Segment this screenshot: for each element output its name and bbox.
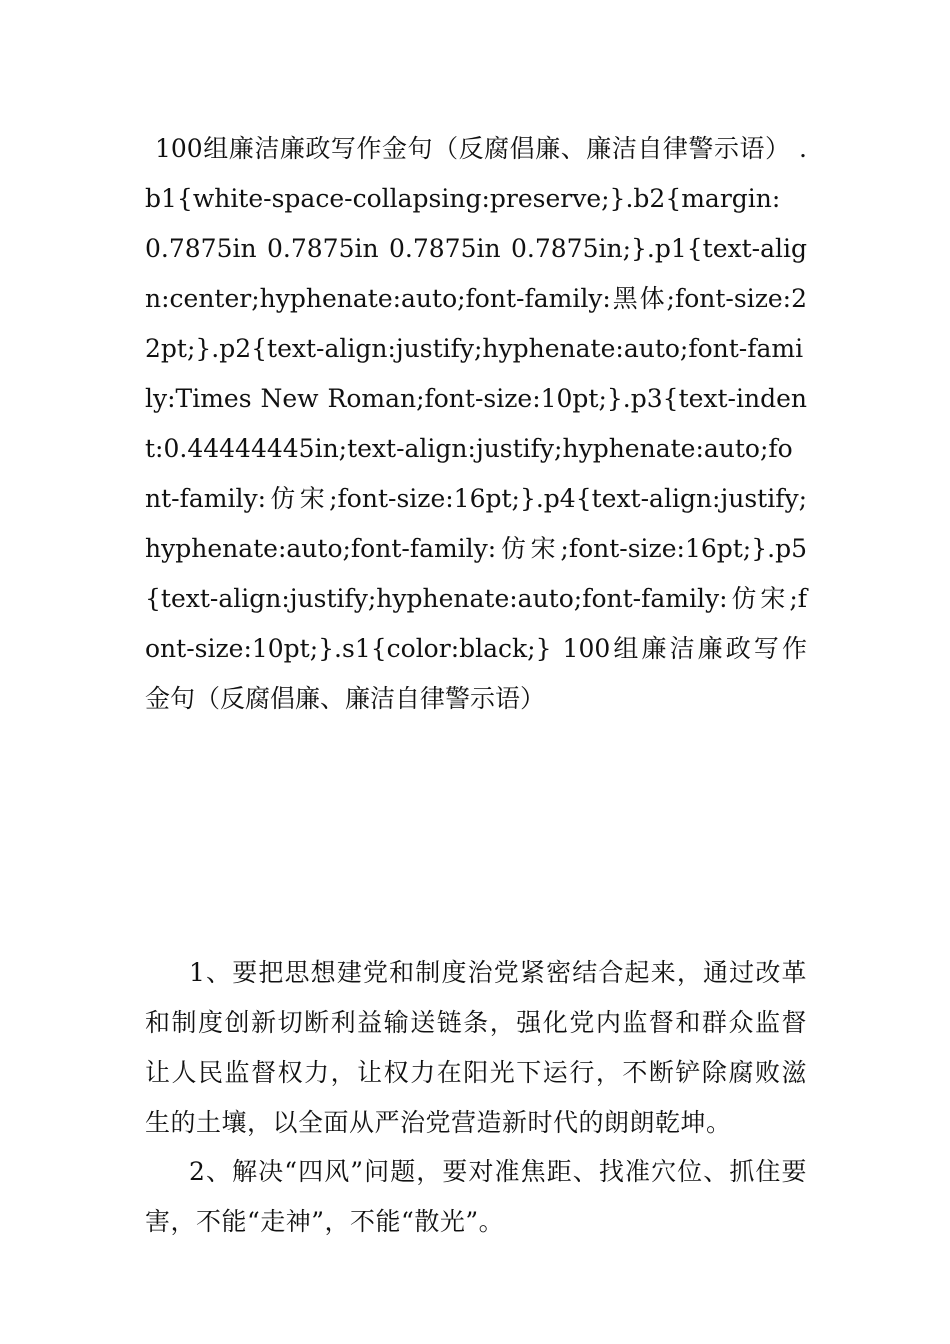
paragraph-2: 2、解决“四风”问题，要对准焦距、找准穴位、抓住要害，不能“走神”，不能“散光”。 <box>145 1157 807 1236</box>
document-header-text <box>145 124 807 724</box>
paragraph-1: 1、要把思想建党和制度治党紧密结合起来，通过改革和制度创新切断利益输送链条，强化党内监督和群众监督让人民监督权力，让权力在阳光下运行，不断铲除腐败滋生的土壤，以全面从严治党营造新时代的朗朗乾坤。 <box>145 958 807 1137</box>
header-text: 100组廉洁廉政写作金句（反腐倡廉、廉洁自律警示语） .b1{white-space-collapsing:preserve;}.b2{margin: 0.7875in 0.7875in 0.7875in 0.7875in;}.p1{text-align:center;hyphenate:auto;font-family:黑体;font-size:22pt;}.p2{text-align:justify;hyphenate:auto;font-family:Times New Roman;font-size:10pt;}.p3{text-indent:0.44444445in;text-align:justify;hyphenate:auto;font-family:仿宋;font-size:16pt;}.p4{text-align:justify;hyphenate:auto;font-family:仿宋;font-size:16pt;}.p5{text-align:justify;hyphenate:auto;font-family:仿宋;font-size:10pt;}.s1{color:black;} 100组廉洁廉政写作金句（反腐倡廉、廉洁自律警示语） <box>145 134 807 713</box>
